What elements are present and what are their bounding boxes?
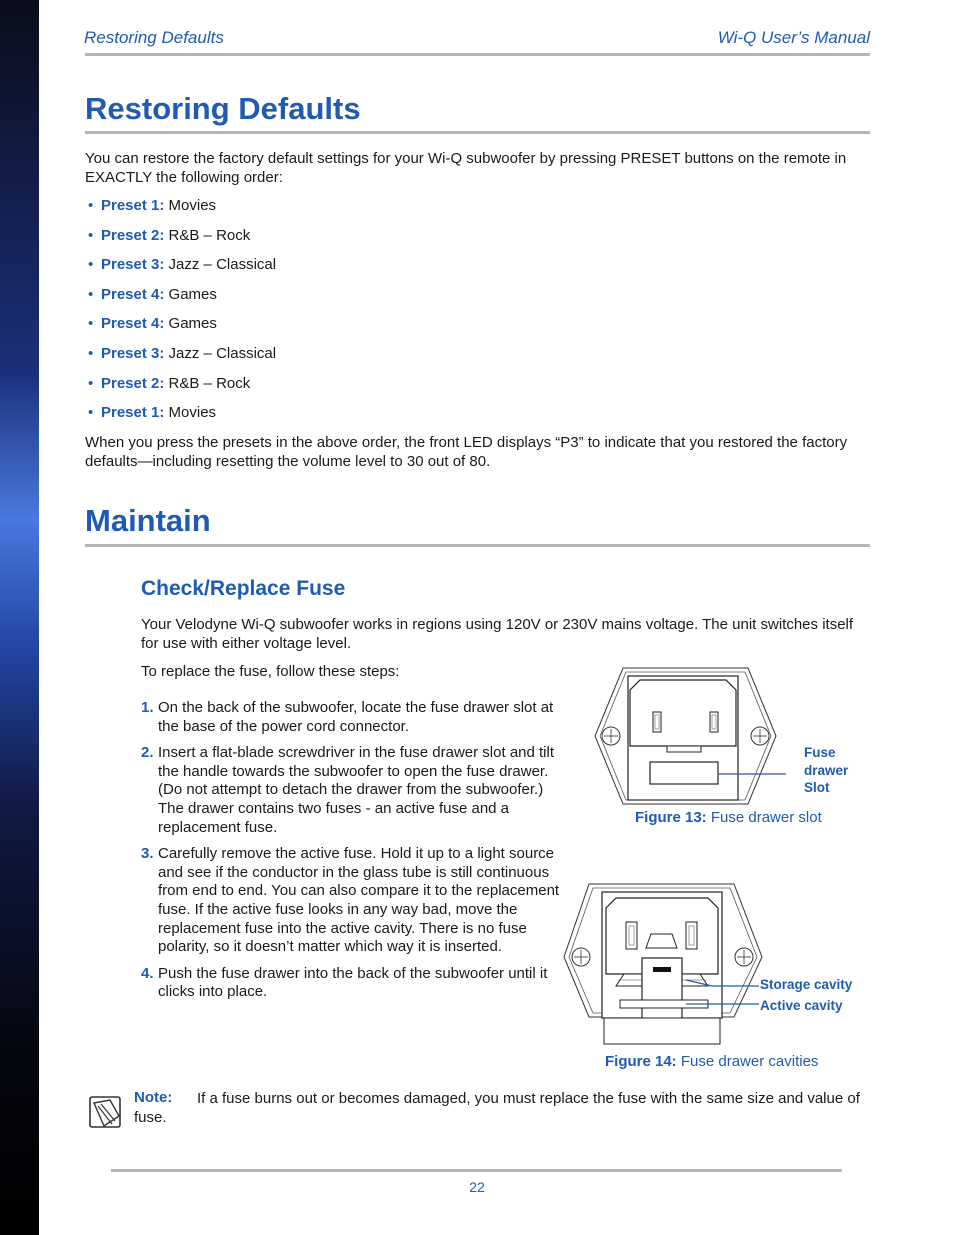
storage-cavity-callout: Storage cavity xyxy=(760,977,853,992)
running-header-section: Restoring Defaults xyxy=(84,28,224,47)
restoring-defaults-heading: Restoring Defaults xyxy=(85,91,361,126)
footer-rule xyxy=(111,1169,842,1172)
section-rule xyxy=(85,544,870,547)
list-item: • Preset 1: Movies xyxy=(88,197,217,214)
list-item: • Preset 3: Jazz – Classical xyxy=(88,256,277,274)
active-cavity-callout: Active cavity xyxy=(760,998,843,1013)
fuse-steps-list xyxy=(141,699,566,1010)
list-item: • Preset 4: Games xyxy=(88,285,217,303)
section-rule xyxy=(85,131,870,134)
restoring-intro: You can restore the factory default settings for your Wi-Q subwoofer by pressing PRESET buttons on the remote in EXACTLY the following order: xyxy=(85,150,847,186)
note-label: Note: xyxy=(134,1089,173,1106)
list-item: 1. On the back of the subwoofer, locate the fuse drawer slot at the base of the power cord connector. xyxy=(141,699,554,735)
preset-list xyxy=(88,196,276,433)
fuse-drawer-slot-illustration xyxy=(590,666,790,806)
list-item: • Preset 1: Movies xyxy=(88,404,217,422)
page-side-bar xyxy=(0,0,39,1235)
list-item: • Preset 2: R&B – Rock xyxy=(88,226,251,244)
figure-14-caption: Figure 14: Fuse drawer cavities xyxy=(605,1053,819,1070)
fuse-drawer-cavities-illustration xyxy=(562,882,767,1047)
maintain-heading: Maintain xyxy=(85,503,211,538)
list-item: • Preset 4: Games xyxy=(88,315,217,333)
list-item: 4. Push the fuse drawer into the back of the subwoofer until it clicks into place. xyxy=(141,964,548,1001)
page-number: 22 xyxy=(469,1179,485,1195)
list-item: • Preset 3: Jazz – Classical xyxy=(88,344,277,362)
check-replace-fuse-heading: Check/Replace Fuse xyxy=(141,577,346,600)
running-header-manual: Wi-Q User’s Manual xyxy=(717,28,870,47)
list-item: 2. Insert a flat-blade screwdriver in the fuse drawer slot and tilt the handle towards the subwoofer to open the fuse drawer. (Do not attempt to detach the drawer from the subwoofer.) The drawer contains two fuses - an active fuse and a replacement fuse. xyxy=(141,743,555,836)
list-item: • Preset 2: R&B – Rock xyxy=(88,374,251,392)
figure-13-caption: Figure 13: Fuse drawer slot xyxy=(635,809,822,826)
note-pencil-icon xyxy=(88,1094,124,1130)
fuse-drawer-slot-callout: Fuse drawer Slot xyxy=(804,745,849,795)
maintain-para-voltage: Your Velodyne Wi-Q subwoofer works in regions using 120V or 230V mains voltage. The unit switches itself for use with either voltage level. xyxy=(141,616,854,652)
note-text: If a fuse burns out or becomes damaged, you must replace the fuse with the same size and value of fuse. xyxy=(134,1090,860,1126)
list-item: 3. Carefully remove the active fuse. Hold it up to a light source and see if the conductor in the glass tube is still continuous from end to end. You can also compare it to the replacement fuse. If the active fuse looks in any way bad, move the replacement fuse into the active cavity. There is no fuse polarity, so it doesn’t matter which way it is inserted. xyxy=(141,844,560,956)
header-rule xyxy=(85,53,870,56)
maintain-para-steps-intro: To replace the fuse, follow these steps: xyxy=(141,663,400,680)
restoring-outro: When you press the presets in the above order, the front LED displays “P3” to indicate that you restored the factory defaults—including resetting the volume level to 30 out of 80. xyxy=(85,434,848,470)
